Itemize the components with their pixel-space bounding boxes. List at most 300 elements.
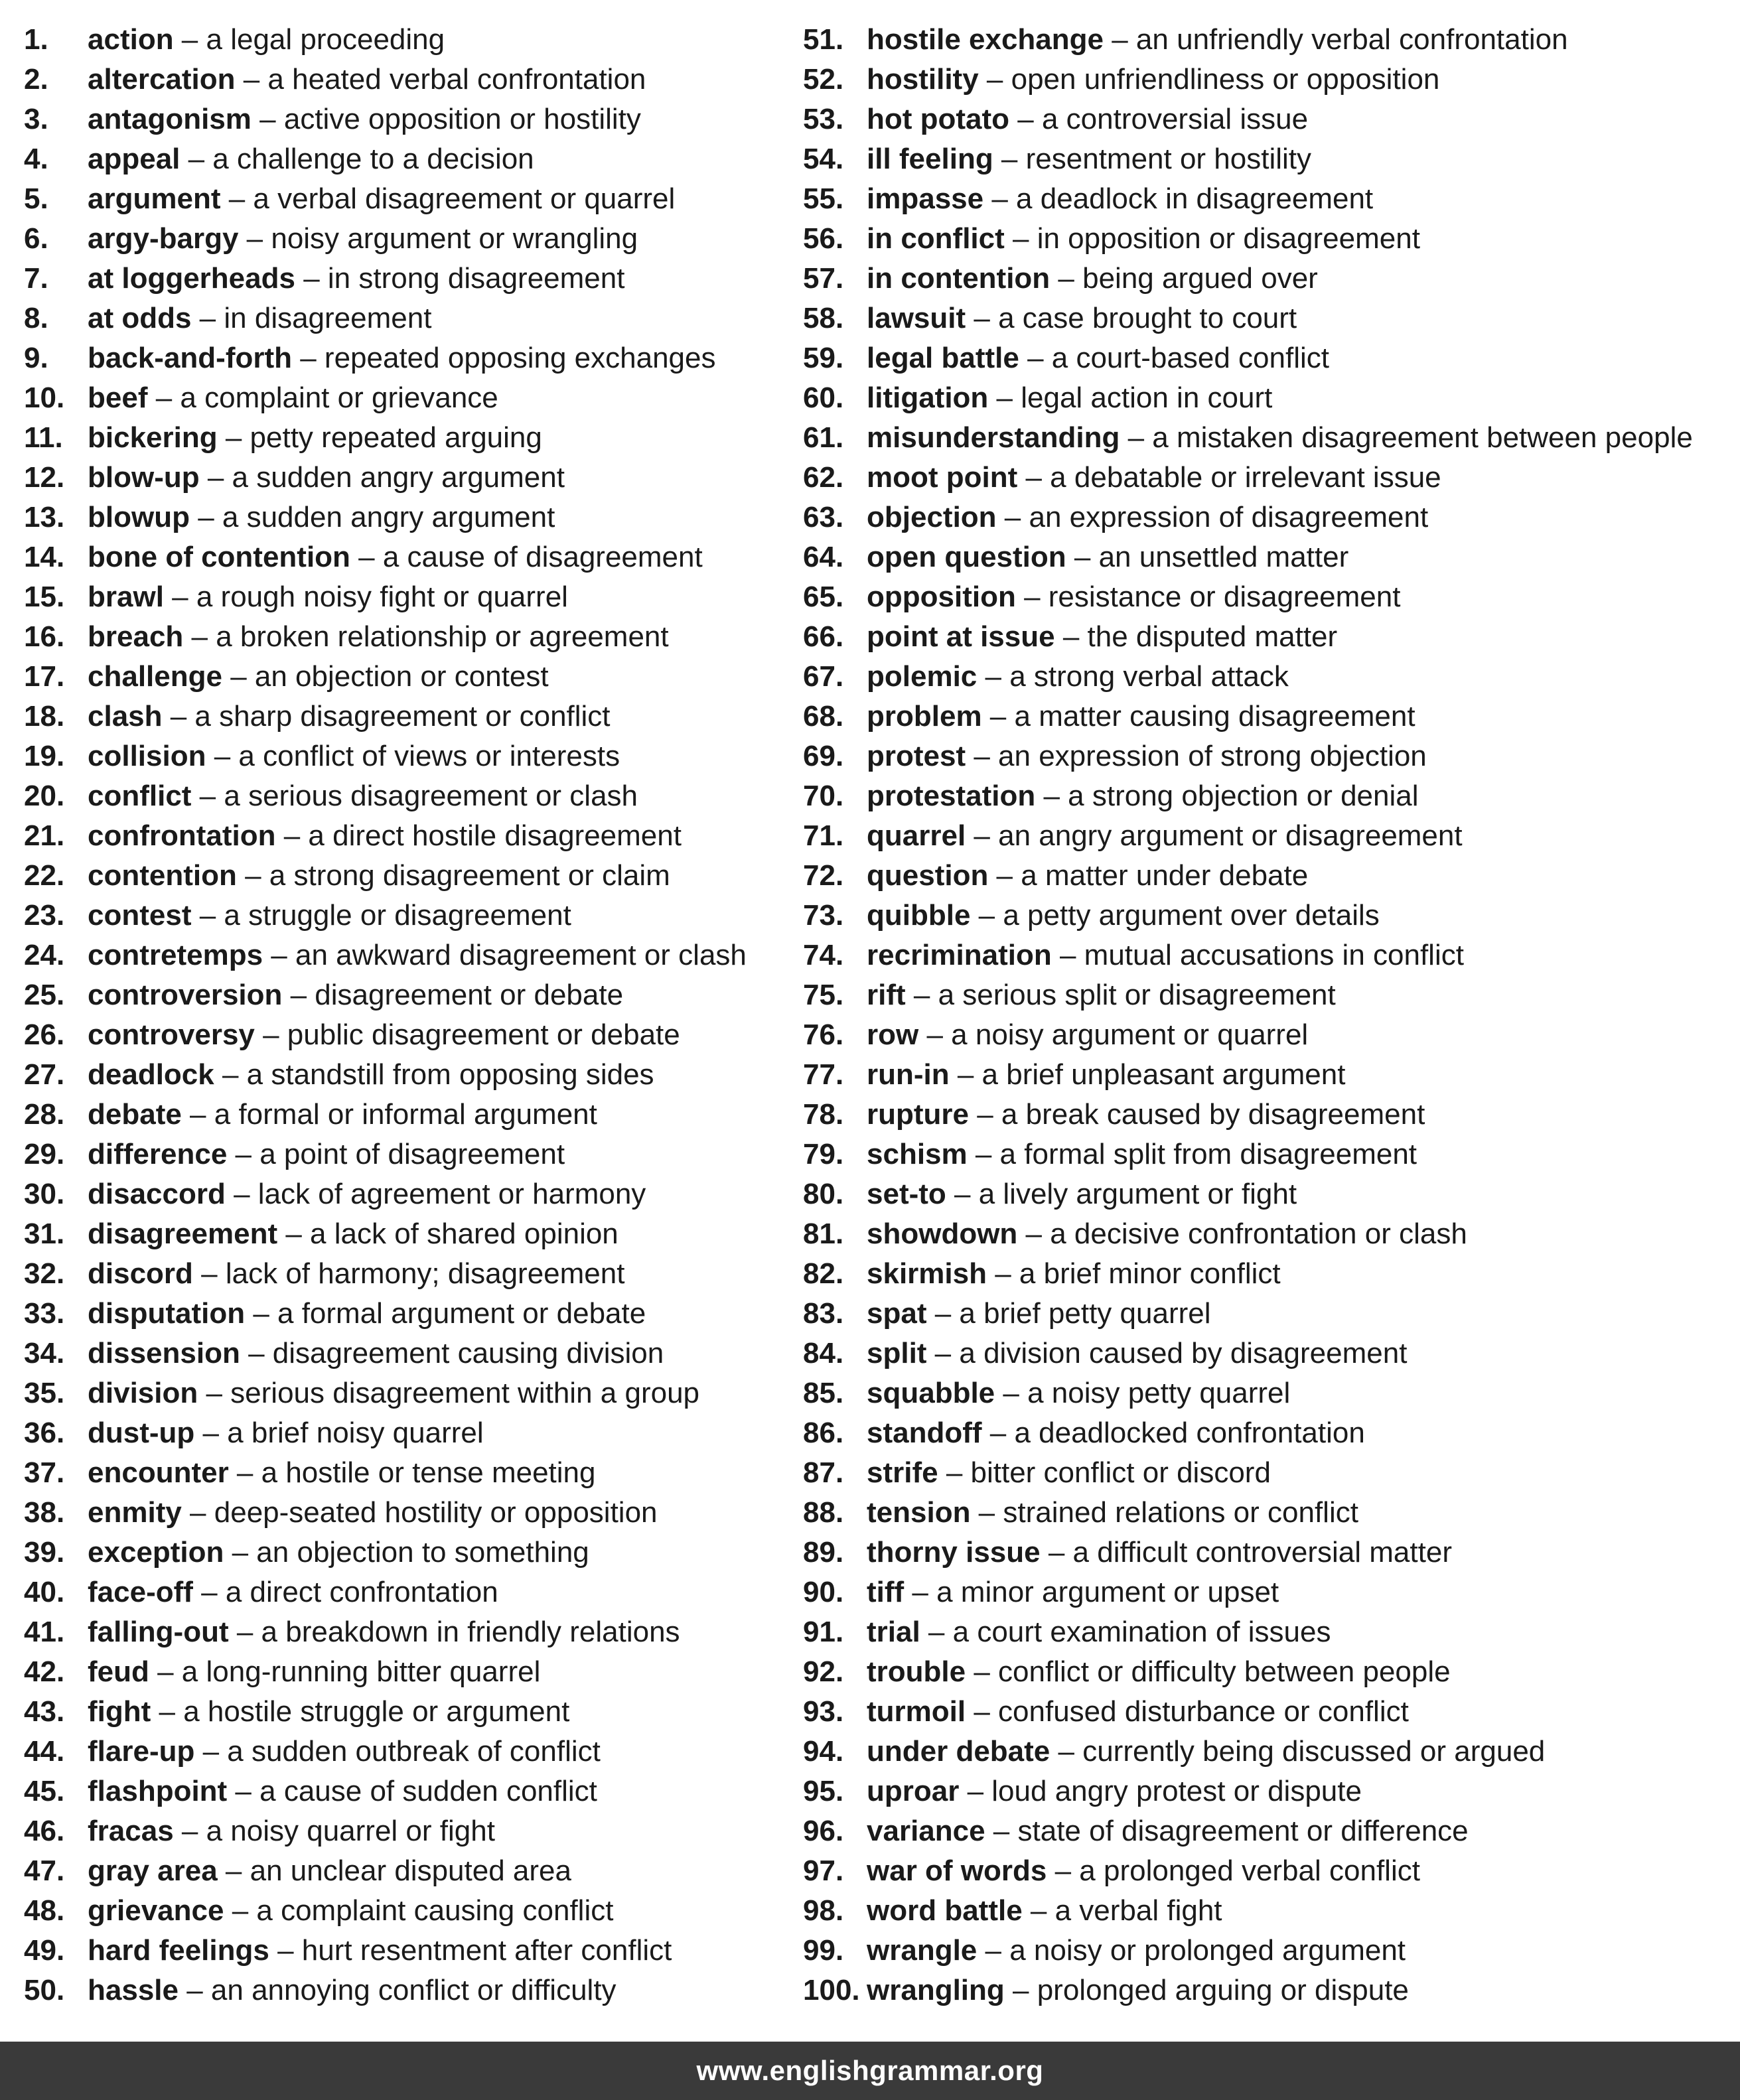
- item-number: 49.: [24, 1934, 65, 1967]
- item-definition: – a minor argument or upset: [904, 1576, 1279, 1608]
- list-item: [24, 1174, 794, 1214]
- list-item: [24, 776, 794, 816]
- item-number: 48.: [24, 1894, 65, 1927]
- item-number: 17.: [24, 660, 65, 693]
- item-number: 57.: [803, 262, 844, 295]
- item-number: 58.: [803, 302, 844, 334]
- item-number: 19.: [24, 740, 65, 772]
- item-number: 50.: [24, 1974, 65, 2006]
- item-number: 82.: [803, 1257, 844, 1290]
- item-definition: – an unclear disputed area: [217, 1855, 571, 1887]
- list-item: [803, 1413, 1732, 1453]
- item-definition: – a legal proceeding: [173, 23, 445, 56]
- item-definition: – a verbal disagreement or quarrel: [220, 182, 676, 215]
- item-term: falling-out: [88, 1616, 229, 1648]
- item-term: legal battle: [867, 342, 1019, 374]
- list-item: [803, 1135, 1732, 1174]
- list-item: [803, 458, 1732, 498]
- item-definition: – a lively argument or fight: [946, 1178, 1297, 1210]
- list-item: [24, 1573, 794, 1612]
- item-definition: – a sudden angry argument: [189, 501, 555, 533]
- list-item: [803, 697, 1732, 736]
- item-definition: – lack of agreement or harmony: [225, 1178, 646, 1210]
- list-item: [803, 418, 1732, 458]
- item-term: problem: [867, 700, 982, 733]
- item-term: set-to: [867, 1178, 946, 1210]
- list-item: [24, 458, 794, 498]
- item-number: 85.: [803, 1377, 844, 1409]
- item-term: feud: [88, 1655, 149, 1688]
- item-definition: – a noisy or prolonged argument: [977, 1934, 1406, 1967]
- item-term: argy-bargy: [88, 222, 239, 255]
- item-number: 21.: [24, 819, 65, 852]
- item-number: 86.: [803, 1417, 844, 1449]
- list-item: [803, 896, 1732, 936]
- item-number: 73.: [803, 899, 844, 932]
- item-definition: – prolonged arguing or dispute: [1004, 1974, 1409, 2006]
- item-term: exception: [88, 1536, 224, 1569]
- item-term: contest: [88, 899, 192, 932]
- list-item: [24, 617, 794, 657]
- list-item: [24, 1811, 794, 1851]
- item-number: 3.: [24, 103, 48, 135]
- item-number: 43.: [24, 1695, 65, 1728]
- item-number: 76.: [803, 1018, 844, 1051]
- list-item: [803, 816, 1732, 856]
- item-definition: – a division caused by disagreement: [926, 1337, 1408, 1369]
- item-term: point at issue: [867, 620, 1055, 653]
- item-definition: – noisy argument or wrangling: [238, 222, 638, 255]
- item-number: 35.: [24, 1377, 65, 1409]
- list-item: [24, 577, 794, 617]
- item-number: 20.: [24, 780, 65, 812]
- item-term: polemic: [867, 660, 978, 693]
- list-item: [803, 100, 1732, 139]
- item-definition: – bitter conflict or discord: [938, 1456, 1271, 1489]
- item-number: 84.: [803, 1337, 844, 1369]
- item-term: in contention: [867, 262, 1051, 295]
- item-number: 96.: [803, 1815, 844, 1847]
- item-definition: – a serious disagreement or clash: [191, 780, 638, 812]
- item-term: controversion: [88, 979, 283, 1011]
- item-definition: – confused disturbance or conflict: [966, 1695, 1409, 1728]
- item-number: 78.: [803, 1098, 844, 1131]
- item-number: 44.: [24, 1735, 65, 1768]
- item-definition: – a standstill from opposing sides: [214, 1058, 654, 1091]
- item-number: 14.: [24, 541, 65, 573]
- item-term: dissension: [88, 1337, 240, 1369]
- list-item: [803, 856, 1732, 896]
- list-item: [24, 20, 794, 60]
- item-term: row: [867, 1018, 919, 1051]
- item-definition: – a matter causing disagreement: [981, 700, 1415, 733]
- item-term: in conflict: [867, 222, 1005, 255]
- left-word-list: [24, 20, 794, 2010]
- item-definition: – open unfriendliness or opposition: [978, 63, 1440, 96]
- item-number: 47.: [24, 1855, 65, 1887]
- item-term: discord: [88, 1257, 193, 1290]
- item-number: 97.: [803, 1855, 844, 1887]
- list-item: [803, 1015, 1732, 1055]
- item-term: at odds: [88, 302, 192, 334]
- item-number: 2.: [24, 63, 48, 96]
- list-item: [24, 936, 794, 975]
- item-number: 22.: [24, 859, 65, 892]
- item-number: 99.: [803, 1934, 844, 1967]
- list-item: [803, 1891, 1732, 1931]
- item-definition: – a break caused by disagreement: [969, 1098, 1425, 1131]
- list-item: [803, 1254, 1732, 1294]
- item-definition: – resistance or disagreement: [1015, 581, 1401, 613]
- item-definition: – a point of disagreement: [227, 1138, 565, 1170]
- list-item: [24, 338, 794, 378]
- item-term: appeal: [88, 143, 181, 175]
- item-term: bickering: [88, 421, 218, 454]
- list-item: [24, 1453, 794, 1493]
- list-item: [24, 1931, 794, 1971]
- item-definition: – a lack of shared opinion: [277, 1218, 618, 1250]
- item-term: grievance: [88, 1894, 224, 1927]
- list-item: [803, 1772, 1732, 1811]
- item-number: 89.: [803, 1536, 844, 1569]
- item-definition: – a heated verbal confrontation: [235, 63, 646, 96]
- item-term: hostile exchange: [867, 23, 1104, 56]
- list-item: [24, 1413, 794, 1453]
- item-term: deadlock: [88, 1058, 214, 1091]
- item-number: 40.: [24, 1576, 65, 1608]
- item-number: 79.: [803, 1138, 844, 1170]
- item-definition: – a brief noisy quarrel: [194, 1417, 484, 1449]
- item-number: 36.: [24, 1417, 65, 1449]
- item-definition: – a noisy argument or quarrel: [918, 1018, 1309, 1051]
- item-number: 51.: [803, 23, 844, 56]
- item-term: opposition: [867, 581, 1016, 613]
- list-item: [803, 299, 1732, 338]
- item-definition: – resentment or hostility: [993, 143, 1312, 175]
- item-definition: – an expression of strong objection: [966, 740, 1427, 772]
- list-item: [803, 1493, 1732, 1533]
- item-term: wrangle: [867, 1934, 978, 1967]
- item-definition: – state of disagreement or difference: [985, 1815, 1469, 1847]
- item-definition: – repeated opposing exchanges: [292, 342, 716, 374]
- item-term: open question: [867, 541, 1066, 573]
- item-term: trial: [867, 1616, 920, 1648]
- item-term: skirmish: [867, 1257, 987, 1290]
- item-term: schism: [867, 1138, 968, 1170]
- item-definition: – in disagreement: [191, 302, 432, 334]
- item-number: 34.: [24, 1337, 65, 1369]
- item-definition: – a noisy quarrel or fight: [173, 1815, 495, 1847]
- item-number: 8.: [24, 302, 48, 334]
- item-definition: – a prolonged verbal conflict: [1047, 1855, 1420, 1887]
- item-definition: – a court-based conflict: [1019, 342, 1329, 374]
- list-item: [803, 1692, 1732, 1732]
- item-definition: – in strong disagreement: [295, 262, 625, 295]
- item-term: trouble: [867, 1655, 966, 1688]
- item-definition: – in opposition or disagreement: [1004, 222, 1420, 255]
- item-number: 29.: [24, 1138, 65, 1170]
- item-term: face-off: [88, 1576, 193, 1608]
- item-term: rupture: [867, 1098, 969, 1131]
- item-definition: – active opposition or hostility: [251, 103, 641, 135]
- item-definition: – an expression of disagreement: [996, 501, 1429, 533]
- list-item: [803, 1294, 1732, 1334]
- item-term: collision: [88, 740, 206, 772]
- item-definition: – a debatable or irrelevant issue: [1017, 461, 1441, 494]
- item-number: 59.: [803, 342, 844, 374]
- list-item: [803, 1055, 1732, 1095]
- item-term: dust-up: [88, 1417, 195, 1449]
- list-item: [24, 657, 794, 697]
- list-item: [803, 577, 1732, 617]
- list-item: [24, 736, 794, 776]
- item-definition: – a direct hostile disagreement: [275, 819, 682, 852]
- item-term: contention: [88, 859, 237, 892]
- list-item: [24, 1493, 794, 1533]
- item-term: contretemps: [88, 939, 263, 971]
- item-definition: – a struggle or disagreement: [191, 899, 571, 932]
- item-definition: – a strong objection or denial: [1035, 780, 1419, 812]
- item-term: altercation: [88, 63, 236, 96]
- item-term: hassle: [88, 1974, 179, 2006]
- item-number: 94.: [803, 1735, 844, 1768]
- item-term: confrontation: [88, 819, 276, 852]
- item-definition: – a controversial issue: [1009, 103, 1309, 135]
- item-term: word battle: [867, 1894, 1023, 1927]
- item-number: 70.: [803, 780, 844, 812]
- item-term: protestation: [867, 780, 1036, 812]
- item-number: 13.: [24, 501, 65, 533]
- list-item: [24, 856, 794, 896]
- item-number: 71.: [803, 819, 844, 852]
- item-term: disaccord: [88, 1178, 226, 1210]
- item-definition: – a strong disagreement or claim: [236, 859, 670, 892]
- item-number: 24.: [24, 939, 65, 971]
- item-number: 98.: [803, 1894, 844, 1927]
- list-item: [803, 1851, 1732, 1891]
- item-definition: – a court examination of issues: [920, 1616, 1331, 1648]
- item-number: 10.: [24, 382, 65, 414]
- item-number: 30.: [24, 1178, 65, 1210]
- item-number: 75.: [803, 979, 844, 1011]
- item-term: spat: [867, 1297, 927, 1330]
- list-item: [803, 139, 1732, 179]
- item-number: 88.: [803, 1496, 844, 1529]
- item-definition: – petty repeated arguing: [217, 421, 542, 454]
- item-term: antagonism: [88, 103, 252, 135]
- item-definition: – a noisy petty quarrel: [995, 1377, 1291, 1409]
- item-definition: – a conflict of views or interests: [206, 740, 620, 772]
- item-definition: – deep-seated hostility or opposition: [181, 1496, 658, 1529]
- list-item: [24, 139, 794, 179]
- item-term: fracas: [88, 1815, 174, 1847]
- list-item: [803, 1573, 1732, 1612]
- list-item: [24, 1851, 794, 1891]
- list-item: [24, 1652, 794, 1692]
- list-item: [803, 657, 1732, 697]
- item-term: lawsuit: [867, 302, 966, 334]
- list-item: [24, 1772, 794, 1811]
- item-number: 25.: [24, 979, 65, 1011]
- item-definition: – a difficult controversial matter: [1040, 1536, 1452, 1569]
- list-item: [803, 1453, 1732, 1493]
- list-item: [24, 418, 794, 458]
- list-item: [803, 60, 1732, 100]
- item-term: beef: [88, 382, 148, 414]
- item-term: thorny issue: [867, 1536, 1041, 1569]
- item-number: 54.: [803, 143, 844, 175]
- item-definition: – a complaint causing conflict: [224, 1894, 614, 1927]
- list-item: [24, 1055, 794, 1095]
- list-item: [24, 1732, 794, 1772]
- list-item: [24, 1214, 794, 1254]
- list-item: [24, 498, 794, 537]
- list-item: [803, 1214, 1732, 1254]
- item-number: 66.: [803, 620, 844, 653]
- item-number: 15.: [24, 581, 65, 613]
- item-definition: – serious disagreement within a group: [198, 1377, 700, 1409]
- list-item: [24, 60, 794, 100]
- item-number: 69.: [803, 740, 844, 772]
- item-term: run-in: [867, 1058, 950, 1091]
- item-term: action: [88, 23, 174, 56]
- item-definition: – an awkward disagreement or clash: [263, 939, 747, 971]
- item-definition: – strained relations or conflict: [970, 1496, 1358, 1529]
- list-item: [803, 1334, 1732, 1373]
- item-definition: – an angry argument or disagreement: [966, 819, 1463, 852]
- item-definition: – an objection to something: [224, 1536, 589, 1569]
- item-definition: – a formal split from disagreement: [967, 1138, 1417, 1170]
- item-definition: – a long-running bitter quarrel: [149, 1655, 541, 1688]
- list-item: [24, 219, 794, 259]
- item-term: showdown: [867, 1218, 1018, 1250]
- list-item: [24, 1891, 794, 1931]
- item-number: 6.: [24, 222, 48, 255]
- item-number: 39.: [24, 1536, 65, 1569]
- item-number: 62.: [803, 461, 844, 494]
- item-number: 42.: [24, 1655, 65, 1688]
- item-number: 27.: [24, 1058, 65, 1091]
- item-number: 46.: [24, 1815, 65, 1847]
- item-number: 64.: [803, 541, 844, 573]
- item-term: objection: [867, 501, 997, 533]
- item-number: 74.: [803, 939, 844, 971]
- item-number: 18.: [24, 700, 65, 733]
- item-term: clash: [88, 700, 163, 733]
- item-term: standoff: [867, 1417, 982, 1449]
- right-word-list: [803, 20, 1732, 2010]
- item-definition: – a sudden angry argument: [199, 461, 565, 494]
- list-item: [803, 617, 1732, 657]
- item-definition: – a decisive confrontation or clash: [1017, 1218, 1467, 1250]
- item-number: 38.: [24, 1496, 65, 1529]
- item-definition: – an unfriendly verbal confrontation: [1104, 23, 1568, 56]
- item-term: bone of contention: [88, 541, 350, 573]
- item-number: 87.: [803, 1456, 844, 1489]
- item-term: misunderstanding: [867, 421, 1120, 454]
- item-number: 80.: [803, 1178, 844, 1210]
- list-item: [803, 537, 1732, 577]
- list-item: [803, 378, 1732, 418]
- item-term: question: [867, 859, 989, 892]
- item-term: impasse: [867, 182, 984, 215]
- item-term: brawl: [88, 581, 164, 613]
- item-term: tiff: [867, 1576, 905, 1608]
- item-definition: – a deadlocked confrontation: [981, 1417, 1365, 1449]
- list-item: [24, 378, 794, 418]
- item-definition: – a sharp disagreement or conflict: [162, 700, 611, 733]
- item-term: turmoil: [867, 1695, 966, 1728]
- list-item: [24, 259, 794, 299]
- item-term: variance: [867, 1815, 985, 1847]
- list-item: [24, 1135, 794, 1174]
- item-number: 65.: [803, 581, 844, 613]
- list-item: [803, 1811, 1732, 1851]
- list-item: [24, 975, 794, 1015]
- item-term: uproar: [867, 1775, 960, 1807]
- item-term: flare-up: [88, 1735, 195, 1768]
- list-item: [803, 736, 1732, 776]
- list-item: [803, 179, 1732, 219]
- footer-website: www.englishgrammar.org: [696, 2055, 1044, 2086]
- item-definition: – a sudden outbreak of conflict: [194, 1735, 601, 1768]
- list-item: [24, 1254, 794, 1294]
- item-definition: – a complaint or grievance: [147, 382, 498, 414]
- item-number: 68.: [803, 700, 844, 733]
- item-number: 61.: [803, 421, 844, 454]
- item-term: moot point: [867, 461, 1018, 494]
- item-term: quarrel: [867, 819, 966, 852]
- item-term: gray area: [88, 1855, 218, 1887]
- item-number: 33.: [24, 1297, 65, 1330]
- list-item: [24, 1612, 794, 1652]
- list-item: [803, 776, 1732, 816]
- item-term: conflict: [88, 780, 192, 812]
- item-number: 4.: [24, 143, 48, 175]
- item-number: 31.: [24, 1218, 65, 1250]
- item-definition: – legal action in court: [988, 382, 1273, 414]
- item-number: 45.: [24, 1775, 65, 1807]
- list-item: [24, 1971, 794, 2010]
- item-number: 41.: [24, 1616, 65, 1648]
- item-term: debate: [88, 1098, 182, 1131]
- list-item: [803, 1652, 1732, 1692]
- item-term: argument: [88, 182, 221, 215]
- item-number: 90.: [803, 1576, 844, 1608]
- list-item: [24, 896, 794, 936]
- item-definition: – disagreement or debate: [282, 979, 624, 1011]
- item-term: fight: [88, 1695, 151, 1728]
- list-item: [24, 537, 794, 577]
- item-definition: – lack of harmony; disagreement: [192, 1257, 625, 1290]
- item-term: split: [867, 1337, 927, 1369]
- item-number: 55.: [803, 182, 844, 215]
- list-item: [803, 1174, 1732, 1214]
- item-definition: – a direct confrontation: [192, 1576, 498, 1608]
- item-number: 11.: [24, 421, 63, 454]
- item-number: 28.: [24, 1098, 65, 1131]
- item-number: 56.: [803, 222, 844, 255]
- list-item: [803, 219, 1732, 259]
- item-definition: – public disagreement or debate: [254, 1018, 680, 1051]
- item-definition: – a rough noisy fight or quarrel: [163, 581, 568, 613]
- list-item: [24, 1095, 794, 1135]
- item-number: 81.: [803, 1218, 844, 1250]
- item-definition: – an annoying conflict or difficulty: [178, 1974, 616, 2006]
- item-definition: – a cause of sudden conflict: [227, 1775, 597, 1807]
- item-definition: – mutual accusations in conflict: [1051, 939, 1464, 971]
- list-item: [24, 1294, 794, 1334]
